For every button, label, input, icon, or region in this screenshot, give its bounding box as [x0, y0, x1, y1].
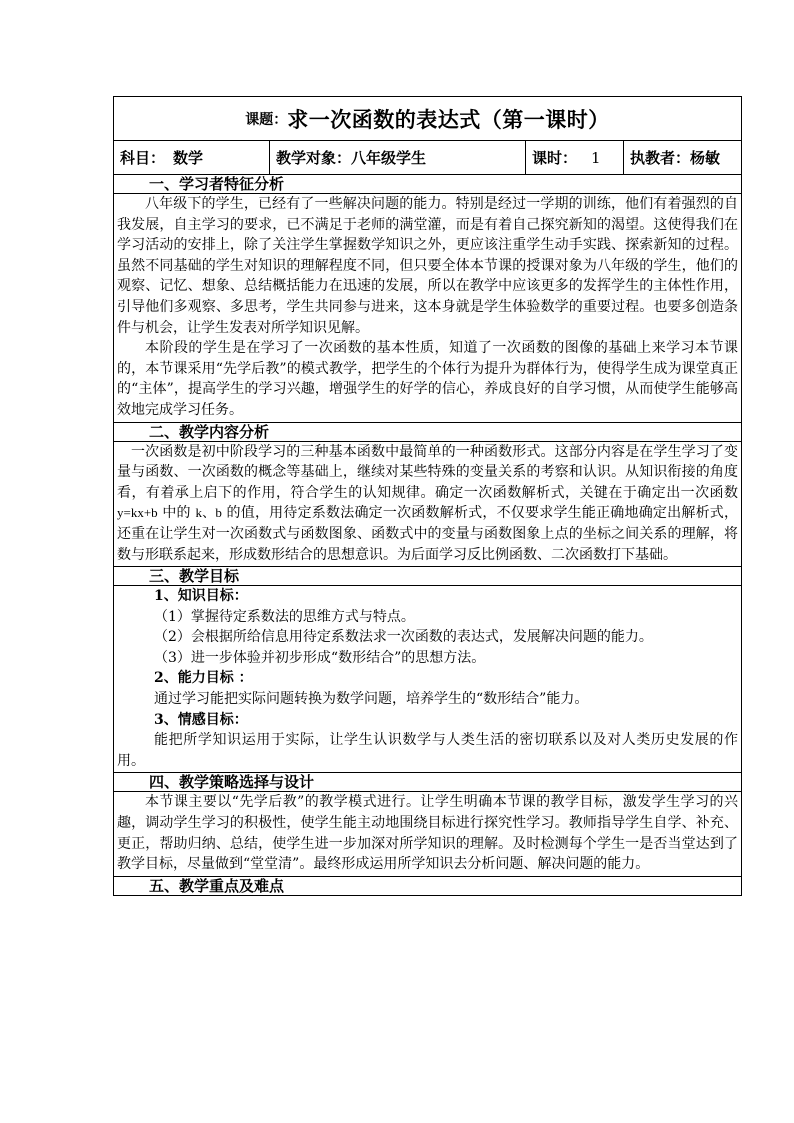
audience-label: 教学对象：: [276, 149, 352, 167]
period-label: 课时：: [532, 149, 578, 167]
goal-item: （1）掌握待定系数法的思维方式与特点。: [154, 608, 415, 625]
section-body-learner-analysis: [114, 194, 742, 423]
text-run: 的值，用待定系数法确定一次函数解析式，不仅要求学生能正确地确定出解析式，还重在让学生对一次函数式与函数图象、函数式中的变量与函数图象上点的坐标之间关系的理解，将数与形联系起来，形成数形结合的思想意识。为后面学习反比例函数、二次函数打下基础。: [117, 505, 738, 563]
goal-item: （2）会根据所给信息用待定系数法求一次函数的表达式，发展解决问题的能力。: [154, 629, 653, 646]
section-heading-teaching-goals: 三、教学目标: [114, 567, 742, 586]
subject-value: 数学: [173, 149, 204, 167]
subject-cell: [114, 141, 270, 174]
section-body-content-analysis: [114, 442, 742, 568]
page-title: 求一次函数的表达式（第一课时）: [287, 106, 610, 132]
ability-goal-text: 通过学习能把实际问题转换为数学问题，培养学生的“数形结合”能力。: [154, 691, 589, 708]
audience-value: 八年级学生: [351, 149, 427, 167]
emotion-goal-text: 能把所学知识运用于实际，让学生认识数学与人类生活的密切联系以及对人类历史发展的作用。: [117, 732, 738, 769]
section-body-teaching-goals: [114, 586, 742, 773]
title-prefix: 课题：: [245, 111, 288, 128]
lesson-plan-table: [113, 96, 742, 896]
formula-vars: k、b: [195, 505, 222, 521]
paragraph: 八年级下的学生，已经有了一些解决问题的能力。特别是经过一学期的训练，他们有着强烈的自我发展，自主学习的要求，已不满足于老师的满堂灌，而是有着自己探究新知的渴望。这使得我们在学习活动的安排上，除了关注学生掌握数学知识之外，更应该注重学生动手实践、探索新知的过程。虽然不同基础的学生对知识的理解程度不同，但只要全体本节课的授课对象为八年级的学生，他们的观察、记忆、想象、总结概括能力在迅速的发展，所以在教学中应该更多的发挥学生的主体性作用，引导他们多观察、多思考，学生共同参与进来，这本身就是学生体验数学的重要过程。也要多创造条件与机会，让学生发表对所学知识见解。: [117, 196, 738, 336]
paragraph: 本节课主要以“先学后教”的教学模式进行。让学生明确本节课的教学目标，激发学生学习的兴趣，调动学生学习的积极性，使学生能主动地围绕目标进行探究性学习。教师指导学生自学、补充、更正，帮助归纳、总结，使学生进一步加深对所学知识的理解。及时检测每个学生一是否当堂达到了教学目标，尽量做到“堂堂清”。最终形成运用所学知识去分析问题、解决问题的能力。: [117, 794, 738, 873]
paragraph: 本阶段的学生是在学习了一次函数的基本性质，知道了一次函数的图像的基础上来学习本节课的，本节课采用“先学后教”的模式教学，把学生的个体行为提升为群体行为，使得学生成为课堂真正的“主体”，提高学生的学习兴趣，增强学生的好学的信心，养成良好的自学习惯，从而使学生能够高效地完成学习任务。: [117, 340, 738, 418]
period-value: 1: [591, 148, 601, 167]
section-heading-content-analysis: 二、教学内容分析: [114, 423, 742, 442]
emotion-goal-title: 3、情感目标：: [154, 711, 248, 728]
audience-cell: [270, 141, 526, 174]
subject-label: 科目：: [120, 149, 166, 167]
text-run: 一次函数是初中阶段学习的三种基本函数中最简单的一种函数形式。这部分内容是在学生学习了变量与函数、一次函数的概念等基础上，继续对某些特殊的变量关系的考察和认识。从知识衔接的角度看，有着承上启下的作用，符合学生的认知规律。确定一次函数解析式，关键在于确定出一次函数: [117, 443, 738, 501]
teacher-value: 杨敏: [690, 149, 721, 167]
goal-item: （3）进一步体验并初步形成“数形结合”的思想方法。: [154, 649, 486, 666]
info-row: [114, 141, 742, 175]
ability-goal-title: 2、能力目标 ：: [154, 670, 253, 687]
section-heading-learner-analysis: 一、学习者特征分析: [114, 175, 742, 194]
knowledge-goal-title: 1、知识目标：: [154, 588, 248, 605]
formula: y=kx+b: [117, 505, 158, 521]
paragraph: [117, 442, 738, 566]
title-row: [114, 97, 742, 141]
teacher-cell: [624, 141, 741, 174]
section-body-teaching-strategy: [114, 792, 742, 876]
period-cell: [526, 141, 624, 174]
text-run: 中的: [157, 505, 196, 522]
section-heading-key-points: 五、教学重点及难点: [114, 877, 742, 896]
section-heading-teaching-strategy: 四、教学策略选择与设计: [114, 773, 742, 792]
teacher-label: 执教者：: [630, 149, 691, 167]
